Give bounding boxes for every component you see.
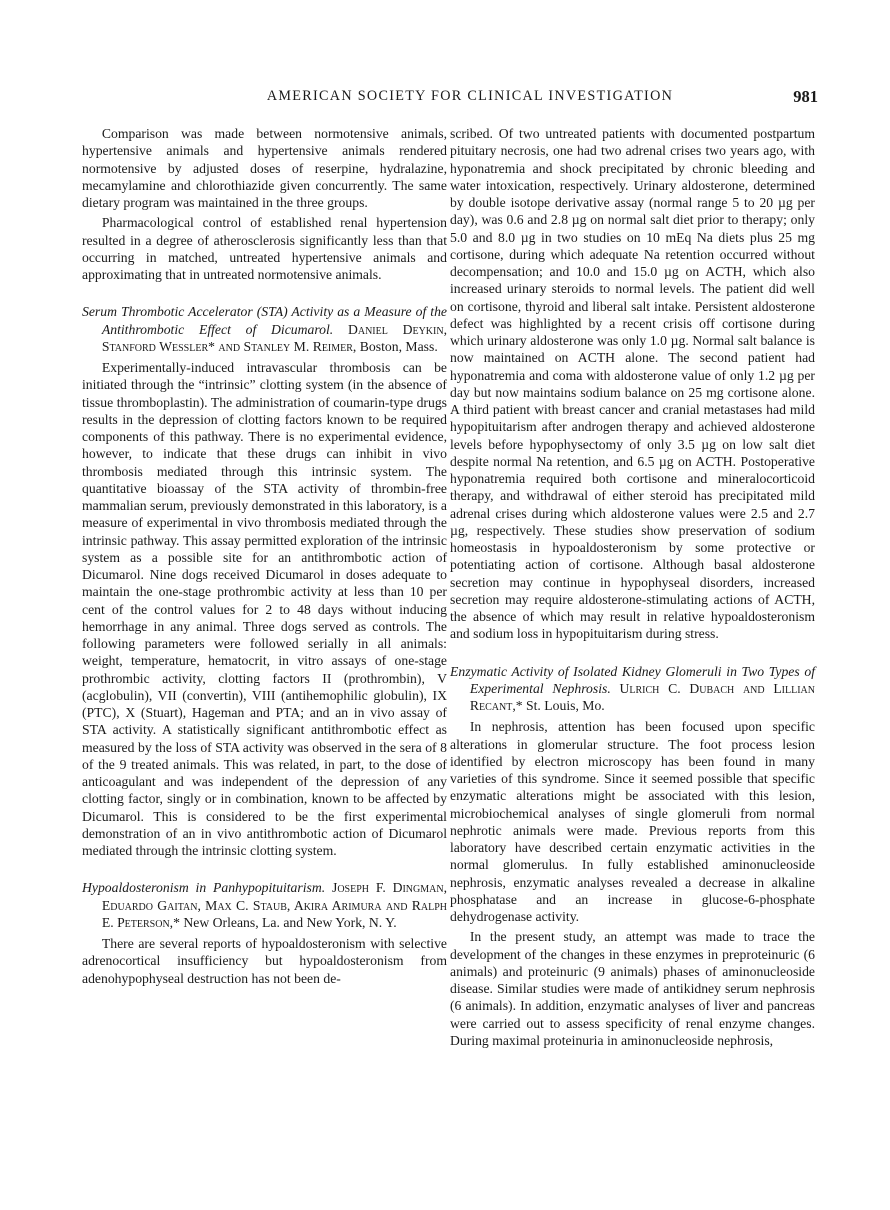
abstract-title: Serum Thrombotic Accelerator (STA) Activity as a Measure of the Antithrombotic Effect of Dicumarol. [82, 304, 447, 337]
body-paragraph: Pharmacological control of established renal hypertension resulted in a degree of atherosclerosis significantly less than that occurring in matched, untreated hypertensive animals and approximating that in untreated normotensive animals. [82, 215, 447, 282]
abstract-kidney-glomeruli [450, 663, 815, 1050]
abstract-renal-hypertension-end [82, 125, 447, 283]
abstract-heading [82, 303, 447, 355]
abstract-location: Boston, Mass. [359, 338, 438, 354]
body-paragraph: Experimentally-induced intravascular thrombosis can be initiated through the “intrinsic” clotting system (in the absence of tissue thromboplastin). The administration of coumarin-type drugs results in the depression of clotting factors known to be required components of this pathway. There is no experimental evidence, however, to indicate that these drugs can inhibit in vivo thrombosis mediated through this intrinsic system. The quantitative bioassay of the STA activity of thrombin-free mammalian serum, previously demonstrated in this laboratory, is a measure of experimental in vivo thrombosis mediated through the intrinsic pathway. This assay permitted exploration of the intrinsic system as a possible site for an antithrombotic action of Dicumarol. Nine dogs received Dicumarol in doses adequate to maintain the one-stage prothrombic activity at less than 10 per cent of the control values for 2 to 48 days without inducing hemorrhage in any animal. Three dogs served as controls. The following parameters were followed serially in all animals: weight, temperature, hematocrit, in vitro assays of one-stage prothrombic activity, clotting factors II (prothrombin), V (acglobulin), VII (convertin), VIII (antihemophilic globulin), IX (PTC), X (Stuart), Hageman and PTA; and an in vivo assay of STA activity. A statistically significant antithrombotic effect as measured by the loss of STA activity was observed in the sera of 8 of the 9 treated animals. This was related, in part, to the dose of anticoagulant and was independent of the depression of any clotting factor, singly or in combination, known to be affected by Dicumarol. This is considered to be the first experimental demonstration of an in vivo antithrombotic action of Dicumarol mediated through the intrinsic clotting system. [82, 360, 447, 858]
abstract-hypoaldosteronism-continued [450, 125, 815, 643]
body-paragraph: In the present study, an attempt was made to trace the development of the changes in these enzymes in preproteinuric (6 animals) and proteinuric (9 animals) phases of aminonucleoside disease. Similar studies were made of antikidney serum nephrosis (6 animals). In addition, enzymatic analyses of liver and pancreas were carried out to assess specificity of renal enzyme changes. During maximal proteinuria in aminonucleoside nephrosis, [450, 929, 815, 1048]
body-paragraph: Comparison was made between normotensive animals, hypertensive animals and hypertensive animals rendered normotensive by adjusted doses of reserpine, hydralazine, mecamylamine and chlorothiazide given concurrently. The same dietary program was maintained in the three groups. [82, 126, 447, 210]
left-column [82, 125, 447, 987]
abstract-location: St. Louis, Mo. [526, 698, 605, 713]
abstract-heading [450, 663, 815, 715]
abstract-authors: Daniel Deykin, Stanford Wessler* and Stanley M. Reimer, [101, 321, 447, 354]
running-head: AMERICAN SOCIETY FOR CLINICAL INVESTIGATION [266, 88, 674, 104]
abstract-sta-activity [82, 303, 447, 859]
abstract-heading [82, 879, 447, 931]
abstract-title: Enzymatic Activity of Isolated Kidney Glomeruli in Two Types of Experimental Nephrosis. [450, 663, 815, 696]
abstract-authors: Joseph F. Dingman, Eduardo Gaitan, Max C. Staub, Akira Arimura and Ralph E. Peterson,* [101, 880, 448, 930]
body-paragraph: In nephrosis, attention has been focused upon specific alterations in glomerular structure. The foot process lesion identified by electron microscopy has been found in many varieties of this syndrome. Since it seemed possible that specific enzymatic alterations might be associated with this lesion, microbiochemical analyses of single glomeruli from normal nephrotic animals were made. Previous reports from this laboratory have described certain enzymatic activities in the normal glomerulus. In fully established aminonucleoside nephrosis, enzymatic analyses revealed a decrease in alkaline phosphatase and an increase in glucose-6-phosphate dehydrogenase activity. [450, 719, 815, 924]
body-paragraph: scribed. Of two untreated patients with documented postpartum pituitary necrosis, one had two adrenal crises two years ago, with hyponatremia and shock precipitated by chronic bleeding and water intoxication, respectively. Urinary aldosterone, determined by double isotope derivative assay (normal range 5 to 20 µg per day), was 0.6 and 2.8 µg on normal salt diet prior to therapy; only 5.0 and 8.0 µg in two studies on 10 mEq Na diets plus 25 mg cortisone, during which adequate Na retention occurred without decompensation; and 10.0 and 15.0 µg on ACTH, which also increased urinary steroids to normal levels. The patient did well on cortisone, thyroid and liberal salt intake. Persistent aldosterone defect was highlighted by a recent crisis off cortisone during which urinary aldosterone was only 1.0 µg. Normal salt balance is now maintained on ACTH alone. The second patient had hyponatremia and coma with aldosterone value of only 1.2 µg per day but now maintains sodium balance on 25 mg cortisone alone. A third patient with breast cancer and cranial metastases had mild hypopituitarism after androgen therapy and achieved aldosterone levels before hypophysectomy of only 3.5 µg on low salt diet despite normal Na retention, and 6.5 µg on ACTH. Postoperative hyponatremia required both cortisone and mineralocorticoid therapy, and withdrawal of either steroid has precipitated mild adrenal crises during which aldosterone values were 2.5 and 2.7 µg, respectively. These studies show preservation of sodium homeostasis in hypoaldosteronism by some protective or potentiating action of cortisone. Although basal aldosterone secretion may continue in hypophyseal disorders, increased secretion may require aldosterone-stimulating actions of ACTH, the absence of which may result in relative hypoaldosteronism and sodium loss in hypopituitarism during stress. [450, 126, 815, 642]
right-column [450, 125, 815, 1049]
abstract-location: New Orleans, La. and New York, N. Y. [183, 914, 397, 930]
abstract-authors: Ulrich C. Dubach and Lillian Recant,* [469, 680, 816, 713]
abstract-hypoaldosteronism [82, 879, 447, 987]
abstract-title: Hypoaldosteronism in Panhypopituitarism. [82, 880, 326, 896]
body-paragraph: There are several reports of hypoaldosteronism with selective adrenocortical insufficiency but hypoaldosteronism from adenohypophyseal destruction has not been de- [82, 936, 447, 986]
page-number: 981 [793, 87, 818, 106]
